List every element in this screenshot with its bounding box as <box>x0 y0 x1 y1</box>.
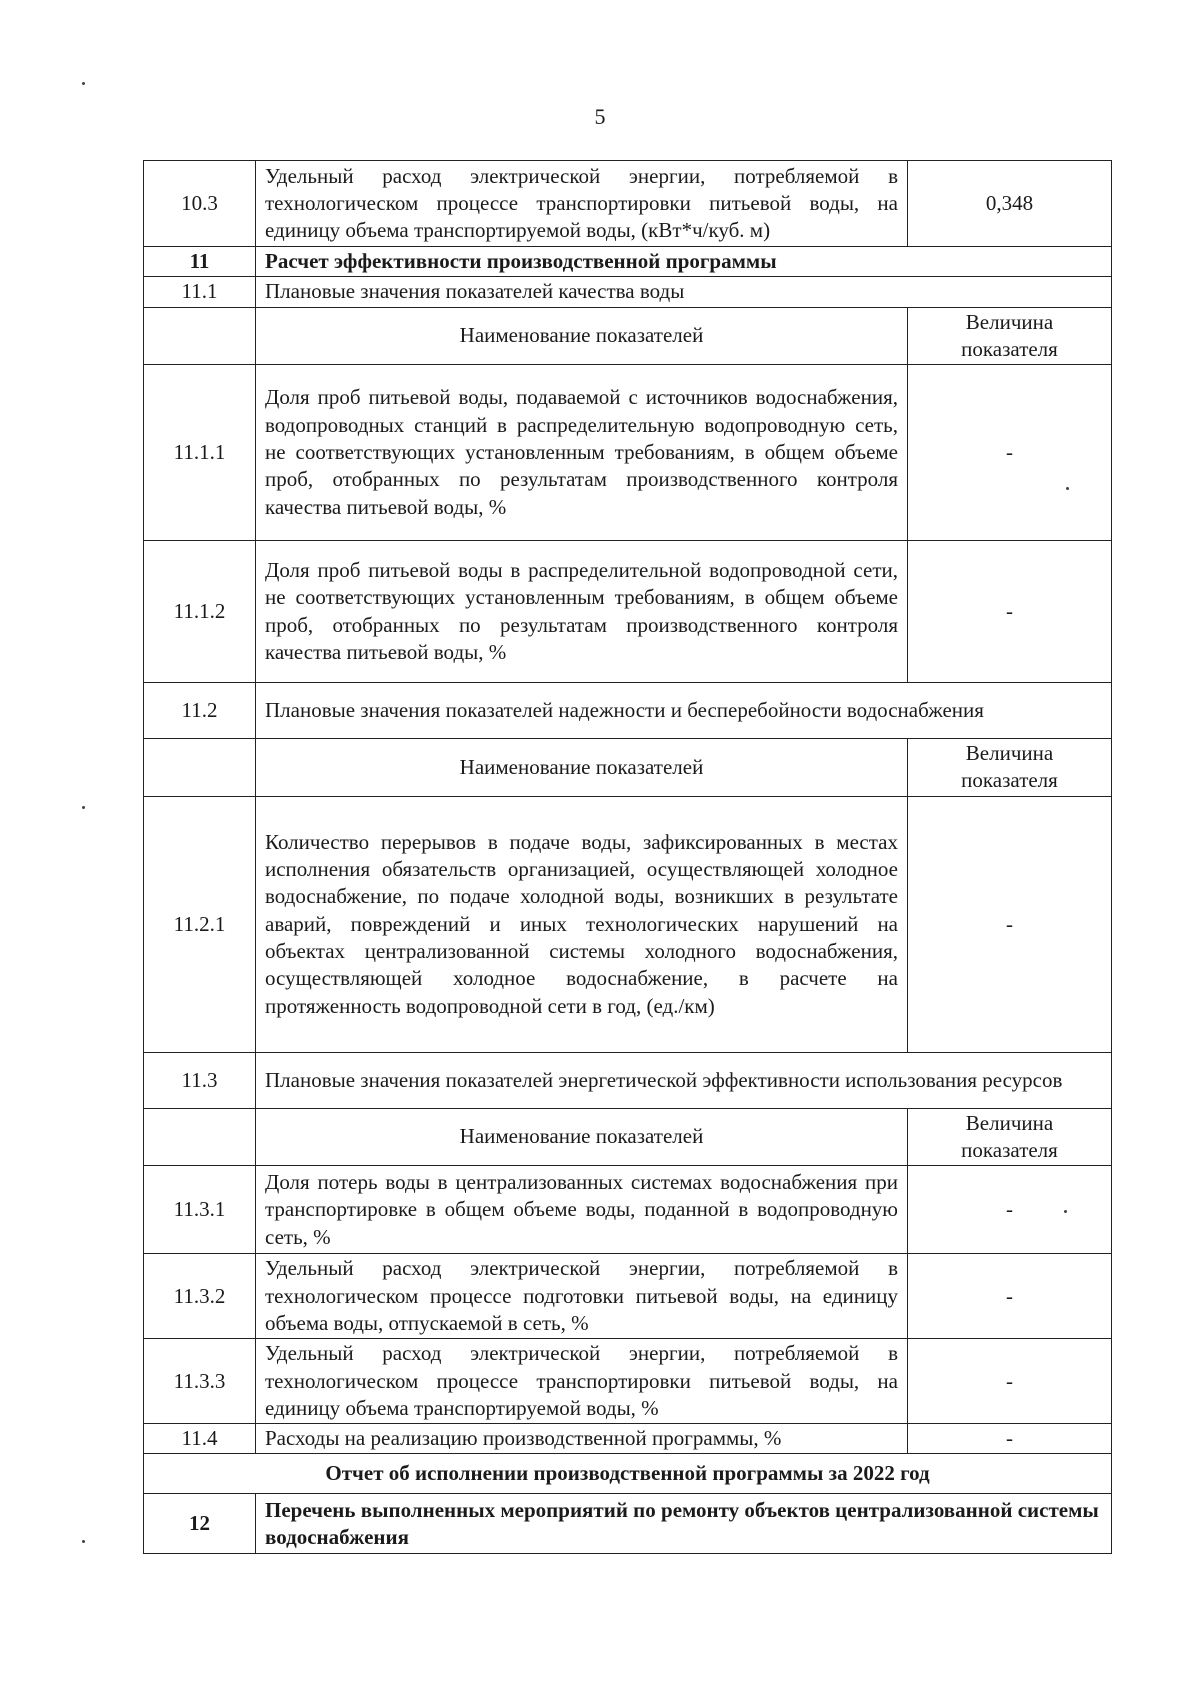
indicator-value: - <box>908 1254 1112 1339</box>
row-number: 11.3.3 <box>144 1339 256 1424</box>
scan-speck <box>82 1540 85 1543</box>
row-number: 11.1 <box>144 277 256 307</box>
column-header-name: Наименование показателей <box>256 739 908 797</box>
indicator-name: Удельный расход электрической энергии, потребляемой в технологическом процессе транспортировки питьевой воды, на единицу объема транспортируемой воды, (кВт*ч/куб. м) <box>256 161 908 247</box>
table-row <box>144 1454 1112 1494</box>
section-number: 12 <box>144 1494 256 1554</box>
table-row <box>144 365 1112 541</box>
indicator-value: - <box>908 365 1112 541</box>
section-title: Расчет эффективности производственной программы <box>256 247 1112 277</box>
table-row <box>144 277 1112 307</box>
row-number: 11.3.2 <box>144 1254 256 1339</box>
column-header-value: Величина показателя <box>908 739 1112 797</box>
table-header-row <box>144 1108 1112 1166</box>
empty-cell <box>144 1108 256 1166</box>
column-header-value: Величина показателя <box>908 307 1112 365</box>
table-row <box>144 1424 1112 1454</box>
empty-cell <box>144 739 256 797</box>
column-header-value: Величина показателя <box>908 1108 1112 1166</box>
indicator-value: - <box>908 1424 1112 1454</box>
indicator-name: Доля проб питьевой воды в распределительной водопроводной сети, не соответствующих установленным требованиям, в общем объеме проб, отобранных по результатам производственного контроля качества питьевой воды, % <box>256 541 908 683</box>
row-number: 11.2 <box>144 683 256 739</box>
column-header-name: Наименование показателей <box>256 1108 908 1166</box>
row-number: 11.3 <box>144 1052 256 1108</box>
indicator-value: 0,348 <box>908 161 1112 247</box>
table-header-row <box>144 739 1112 797</box>
row-number: 11.2.1 <box>144 796 256 1052</box>
indicator-value: - <box>908 796 1112 1052</box>
indicator-value: - <box>908 1339 1112 1424</box>
report-heading: Отчет об исполнении производственной программы за 2022 год <box>144 1454 1112 1494</box>
indicator-name: Удельный расход электрической энергии, потребляемой в технологическом процессе транспортировки питьевой воды, на единицу объема транспортируемой воды, % <box>256 1339 908 1424</box>
indicators-table <box>143 160 1112 1554</box>
indicator-value: - <box>908 541 1112 683</box>
indicator-value: - <box>908 1166 1112 1254</box>
table-row <box>144 247 1112 277</box>
row-number: 10.3 <box>144 161 256 247</box>
subsection-title: Плановые значения показателей качества воды <box>256 277 1112 307</box>
table-header-row <box>144 307 1112 365</box>
table-row <box>144 1166 1112 1254</box>
table-row <box>144 541 1112 683</box>
indicator-name: Доля проб питьевой воды, подаваемой с источников водоснабжения, водопроводных станций в распределительную водопроводную сеть, не соответствующих установленным требованиям, в общем объеме проб, отобранных по результатам производственного контроля качества питьевой воды, % <box>256 365 908 541</box>
table-row <box>144 161 1112 247</box>
scan-speck <box>82 806 85 809</box>
table-row <box>144 683 1112 739</box>
indicator-name: Расходы на реализацию производственной программы, % <box>256 1424 908 1454</box>
empty-cell <box>144 307 256 365</box>
section-title: Перечень выполненных мероприятий по ремонту объектов централизованной системы водоснабжения <box>256 1494 1112 1554</box>
row-number: 11.1.2 <box>144 541 256 683</box>
table-row <box>144 1339 1112 1424</box>
table-row <box>144 1254 1112 1339</box>
table-row <box>144 1494 1112 1554</box>
table-row <box>144 1052 1112 1108</box>
indicator-name: Удельный расход электрической энергии, потребляемой в технологическом процессе подготовки питьевой воды, на единицу объема воды, отпускаемой в сеть, % <box>256 1254 908 1339</box>
indicator-name: Доля потерь воды в централизованных системах водоснабжения при транспортировке в общем объеме воды, поданной в водопроводную сеть, % <box>256 1166 908 1254</box>
row-number: 11.4 <box>144 1424 256 1454</box>
subsection-title: Плановые значения показателей надежности и бесперебойности водоснабжения <box>256 683 1112 739</box>
indicator-name: Количество перерывов в подаче воды, зафиксированных в местах исполнения обязательств организацией, осуществляющей холодное водоснабжение, по подаче холодной воды, возникших в результате аварий, повреждений и иных технологических нарушений на объектах централизованной системы холодного водоснабжения, осуществляющей холодное водоснабжение, в расчете на протяженность водопроводной сети в год, (ед./км) <box>256 796 908 1052</box>
table-row <box>144 796 1112 1052</box>
page-number: 5 <box>594 104 606 129</box>
section-number: 11 <box>144 247 256 277</box>
row-number: 11.1.1 <box>144 365 256 541</box>
row-number: 11.3.1 <box>144 1166 256 1254</box>
column-header-name: Наименование показателей <box>256 307 908 365</box>
scan-speck <box>82 82 85 85</box>
subsection-title: Плановые значения показателей энергетической эффективности использования ресурсов <box>256 1052 1112 1108</box>
